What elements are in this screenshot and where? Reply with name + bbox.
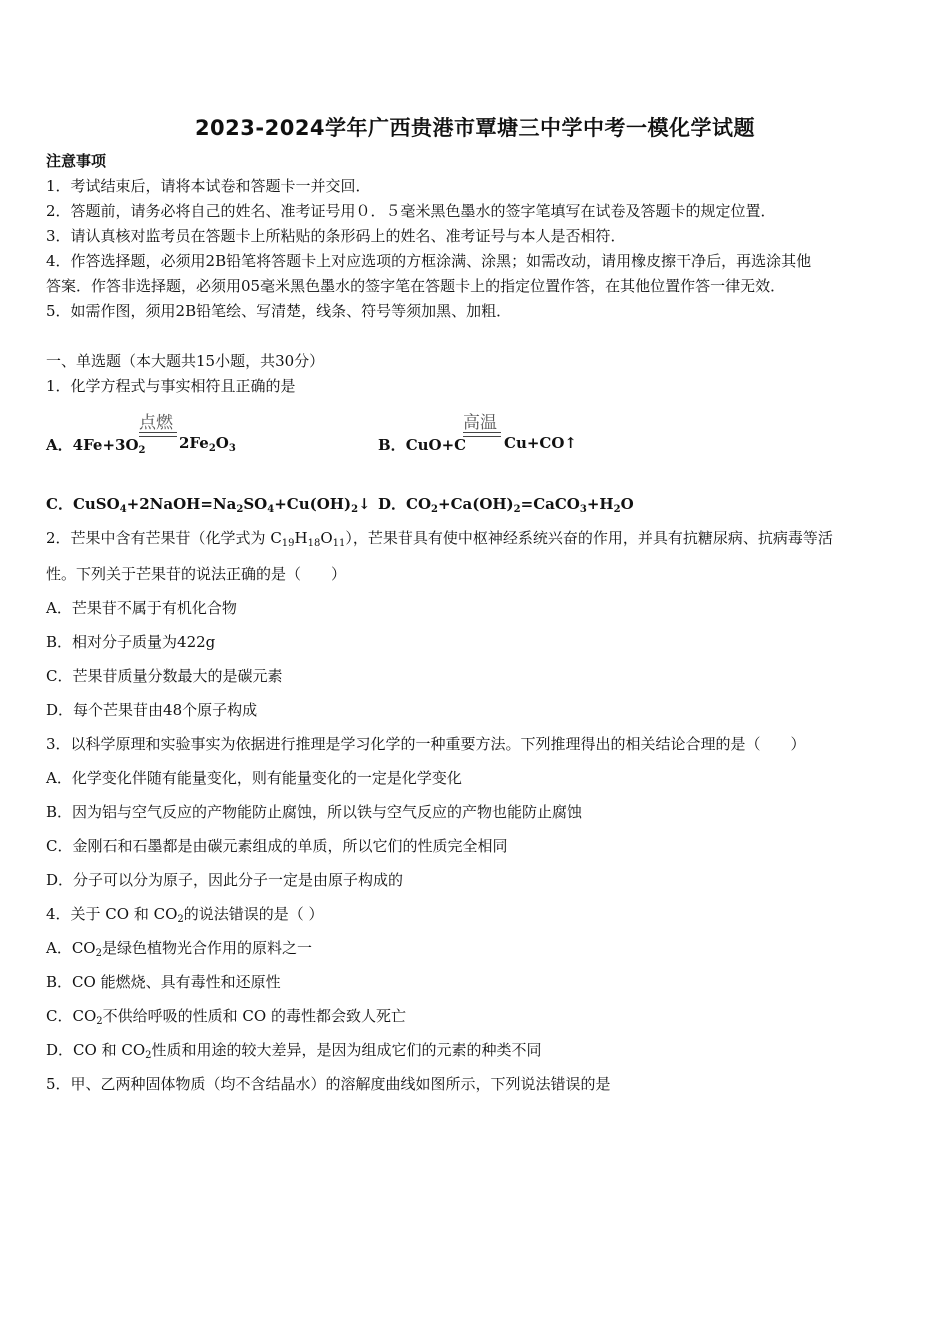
notice-item: 5．如需作图，须用2B铅笔绘、写清楚，线条、符号等须加黑、加粗．: [46, 302, 512, 320]
notice-item: 2．答题前，请务必将自己的姓名、准考证号用０．５毫米黑色墨水的签字笔填写在试卷及答题卡的规定位置．: [46, 202, 776, 220]
notice-item: 答案．作答非选择题，必须用05毫米黑色墨水的签字笔在答题卡上的指定位置作答，在其他位置作答一律无效．: [46, 277, 786, 295]
q4-option-d: D．CO 和 $CO_2$性质和用途的较大差异，是因为组成它们的元素的种类不同: [46, 1041, 542, 1061]
q1-option-a-equals-bar: [139, 432, 177, 437]
q4-option-a: A．$CO_2$是绿色植物光合作用的原料之一: [46, 939, 312, 959]
q1-option-b-condition: 高温: [463, 413, 497, 433]
question-3-stem: 3．以科学原理和实验事实为依据进行推理是学习化学的一种重要方法。下列推理得出的相关结论合理的是（ ）: [46, 735, 806, 753]
notice-heading: 注意事项: [46, 152, 107, 170]
q1-option-d: D．$CO_2+Ca(OH)_2=CaCO_3+H_2O$: [378, 495, 634, 515]
q3-option-d: D．分子可以分为原子，因此分子一定是由原子构成的: [46, 871, 404, 889]
q4-option-b: B．CO 能燃烧、具有毒性和还原性: [46, 973, 281, 991]
q1-option-b-right: Cu+CO↑: [504, 434, 577, 452]
question-2-stem-line2: 性。下列关于芒果苷的说法正确的是（ ）: [46, 565, 347, 583]
q1-option-a-left: A．$4Fe+3O_2$: [46, 436, 146, 456]
question-1-stem: 1．化学方程式与事实相符且正确的是: [46, 377, 296, 395]
page-title: 2023-2024学年广西贵港市覃塘三中学中考一模化学试题: [194, 116, 756, 140]
q2-option-d: D．每个芒果苷由48个原子构成: [46, 701, 258, 719]
q3-option-c: C．金刚石和石墨都是由碳元素组成的单质，所以它们的性质完全相同: [46, 837, 508, 855]
q2-option-a: A．芒果苷不属于有机化合物: [46, 599, 237, 617]
notice-item: 1．考试结束后，请将本试卷和答题卡一并交回．: [46, 177, 371, 195]
q1-option-a-condition: 点燃: [139, 413, 173, 433]
question-2-stem-line1: 2．芒果中含有芒果苷（化学式为 $C_{19}H_{18}O_{11}$），芒果苷具有使中枢神经系统兴奋的作用，并具有抗糖尿病、抗病毒等活: [46, 529, 833, 549]
q1-option-b-equals-bar: [463, 432, 501, 437]
q1-option-a-right: $2Fe_2O_3$: [179, 434, 236, 454]
question-5-stem: 5．甲、乙两种固体物质（均不含结晶水）的溶解度曲线如图所示，下列说法错误的是: [46, 1075, 611, 1093]
q1-option-b-left: B．CuO+C: [378, 436, 467, 454]
section-heading: 一、单选题（本大题共15小题，共30分）: [46, 352, 325, 370]
q3-option-a: A．化学变化伴随有能量变化，则有能量变化的一定是化学变化: [46, 769, 462, 787]
notice-item: 4．作答选择题，必须用2B铅笔将答题卡上对应选项的方框涂满、涂黑；如需改动，请用橡皮擦干净后，再选涂其他: [46, 252, 812, 270]
q2-option-c: C．芒果苷质量分数最大的是碳元素: [46, 667, 283, 685]
q3-option-b: B．因为铝与空气反应的产物能防止腐蚀，所以铁与空气反应的产物也能防止腐蚀: [46, 803, 583, 821]
q1-option-c: C．$CuSO_4+2NaOH=Na_2SO_4+Cu(OH)_2↓$: [46, 495, 371, 515]
q4-option-c: C．$CO_2$不供给呼吸的性质和 CO 的毒性都会致人死亡: [46, 1007, 406, 1027]
notice-item: 3．请认真核对监考员在答题卡上所粘贴的条形码上的姓名、准考证号与本人是否相符．: [46, 227, 626, 245]
question-4-stem: 4．关于 CO 和 $CO_2$的说法错误的是（ ）: [46, 905, 324, 925]
q2-option-b: B．相对分子质量为422g: [46, 633, 216, 651]
